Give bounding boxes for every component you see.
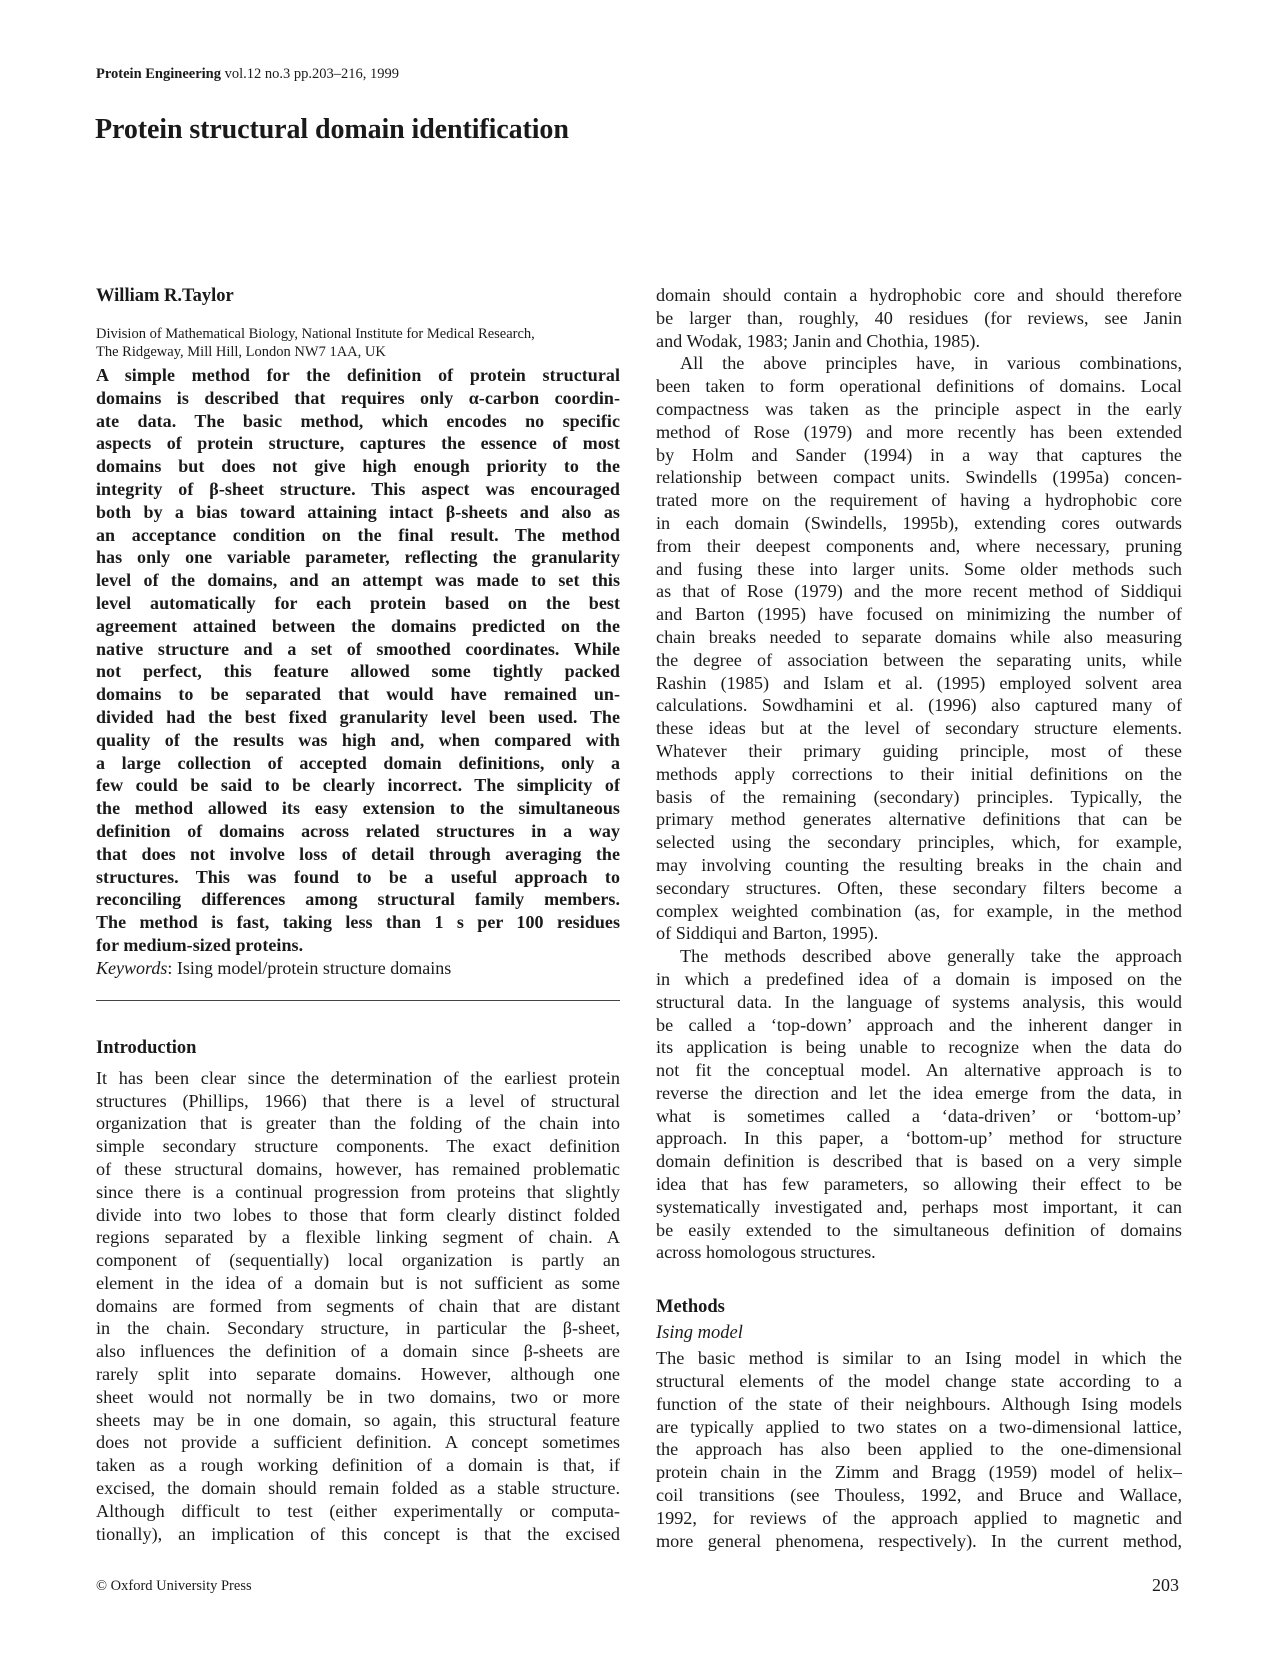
text-line: divided had the best fixed granularity level been used. The [96, 706, 620, 727]
text-line: be larger than, roughly, 40 residues (for reviews, see Janin [656, 307, 1182, 328]
text-line: are typically applied to two states on a two-dimensional lattice, [656, 1416, 1182, 1437]
text-line: of Siddiqui and Barton, 1995). [656, 923, 879, 944]
text-line: Rashin (1985) and Islam et al. (1995) employed solvent area [656, 672, 1182, 693]
text-line: the approach has also been applied to the one-dimensional [656, 1439, 1182, 1460]
text-line: and Barton (1995) have focused on minimizing the number of [656, 604, 1182, 625]
page-title: Protein structural domain identification [95, 114, 569, 145]
text-line: structural data. In the language of systems analysis, this would [656, 991, 1182, 1012]
text-line: be called a ‘top-down’ approach and the inherent danger in [656, 1014, 1182, 1035]
text-line: and Wodak, 1983; Janin and Chothia, 1985). [656, 330, 981, 351]
text-line: been taken to form operational definitions of domains. Local [656, 376, 1182, 397]
text-line: selected using the secondary principles, which, for example, [656, 832, 1182, 853]
text-line: quality of the results was high and, when compared with [96, 729, 620, 750]
text-line: secondary structures. Often, these secondary filters become a [656, 877, 1182, 898]
text-line: calculations. Sowdhamini et al. (1996) also captured many of [656, 695, 1182, 716]
text-line: Although difficult to test (either experimentally or computa- [96, 1500, 620, 1521]
text-line: by Holm and Sander (1994) in a way that captures the [656, 444, 1182, 465]
text-line: level automatically for each protein based on the best [96, 592, 620, 613]
text-line: be easily extended to the simultaneous definition of domains [656, 1219, 1182, 1240]
text-line: It has been clear since the determination of the earliest protein [96, 1067, 620, 1088]
text-line: primary method generates alternative definitions that can be [656, 809, 1182, 830]
text-line: that does not involve loss of detail through averaging the [96, 843, 620, 864]
text-line: as that of Rose (1979) and the more recent method of Siddiqui [656, 581, 1182, 602]
text-line: its application is being unable to recognize when the data do [656, 1037, 1182, 1058]
section-heading-introduction: Introduction [96, 1037, 197, 1058]
text-line: an acceptance condition on the final result. The method [96, 524, 620, 545]
text-line: ate data. The basic method, which encodes no specific [96, 410, 620, 431]
text-line: since there is a continual progression from proteins that slightly [96, 1181, 620, 1202]
text-line: in which a predefined idea of a domain is imposed on the [656, 968, 1182, 989]
text-line: structures (Phillips, 1966) that there is a level of structural [96, 1090, 620, 1111]
text-line: definition of domains across related structures in a way [96, 820, 620, 841]
text-line: what is sometimes called a ‘data-driven’ or ‘bottom-up’ [656, 1105, 1182, 1126]
left-column [96, 284, 620, 1545]
text-line: not fit the conceptual model. An alternative approach is to [656, 1060, 1182, 1081]
text-line: these ideas but at the level of secondary structure elements. [656, 718, 1182, 739]
affiliation-line: Division of Mathematical Biology, National Institute for Medical Research, [96, 326, 535, 342]
text-line: domains are formed from segments of chain that are distant [96, 1295, 620, 1316]
text-line: does not provide a sufficient definition. A concept sometimes [96, 1432, 620, 1453]
page-number: 203 [1152, 1575, 1179, 1595]
text-line: component of (sequentially) local organization is partly an [96, 1250, 620, 1271]
methods-body [656, 1347, 1182, 1552]
text-line: in the chain. Secondary structure, in particular the β-sheet, [96, 1318, 620, 1339]
text-line: native structure and a set of smoothed coordinates. While [96, 638, 620, 659]
text-line: domain should contain a hydrophobic core and should therefore [656, 285, 1182, 305]
text-line: the method allowed its easy extension to the simultaneous [96, 798, 620, 819]
text-line: from their deepest components and, where necessary, pruning [656, 535, 1182, 556]
text-line: basis of the remaining (secondary) principles. Typically, the [656, 786, 1182, 807]
text-line: both by a bias toward attaining intact β-sheets and also as [96, 501, 620, 522]
text-line: level of the domains, and an attempt was made to set this [96, 570, 620, 591]
text-line: sheet would not normally be in two domains, two or more [96, 1386, 620, 1407]
author-affiliation [96, 325, 620, 361]
text-line: chain breaks needed to separate domains while also measuring [656, 626, 1182, 647]
text-line: agreement attained between the domains predicted on the [96, 615, 620, 636]
right-column [656, 284, 1182, 1552]
text-line: rarely split into separate domains. However, although one [96, 1364, 620, 1385]
text-line: in each domain (Swindells, 1995b), extending cores outwards [656, 512, 1182, 533]
text-line: method of Rose (1979) and more recently has been extended [656, 421, 1182, 442]
text-line: has only one variable parameter, reflecting the granularity [96, 547, 620, 568]
publisher-footer: © Oxford University Press [96, 1578, 252, 1594]
text-line: divide into two lobes to those that form clearly distinct folded [96, 1204, 620, 1225]
text-line: regions separated by a flexible linking segment of chain. A [96, 1227, 620, 1248]
text-line: may involving counting the resulting breaks in the chain and [656, 854, 1182, 875]
text-line: structural elements of the model change state according to a [656, 1371, 1182, 1392]
introduction-body [96, 1067, 620, 1546]
author-name: William R.Taylor [96, 286, 234, 306]
text-line: idea that has few parameters, so allowing their effect to be [656, 1174, 1182, 1195]
text-line: function of the state of their neighbours. Although Ising models [656, 1393, 1182, 1414]
text-line: for medium-sized proteins. [96, 934, 304, 955]
text-line: the degree of association between the separating units, while [656, 649, 1182, 670]
text-line: The method is fast, taking less than 1 s per 100 residues [96, 912, 620, 933]
paragraph [656, 945, 1182, 1264]
text-line: domains is described that requires only α-carbon coordin- [96, 387, 620, 408]
text-line: tionally), an implication of this concept is that the excised [96, 1523, 620, 1544]
text-line: domain definition is described that is based on a very simple [656, 1151, 1182, 1172]
text-line: The methods described above generally take the approach [680, 946, 1182, 967]
text-line: also influences the definition of a domain since β-sheets are [96, 1341, 620, 1362]
journal-details: vol.12 no.3 pp.203–216, 1999 [224, 66, 400, 82]
affiliation-line: The Ridgeway, Mill Hill, London NW7 1AA, UK [96, 344, 386, 360]
text-line: 1992, for reviews of the approach applied to magnetic and [656, 1507, 1182, 1528]
abstract [96, 364, 620, 957]
keywords [96, 957, 620, 980]
section-heading-methods: Methods [656, 1297, 725, 1318]
text-line: The basic method is similar to an Ising model in which the [656, 1348, 1182, 1369]
text-line: Whatever their primary guiding principle, most of these [656, 740, 1182, 761]
text-line: integrity of β-sheet structure. This aspect was encouraged [96, 478, 620, 499]
text-line: reverse the direction and let the idea emerge from the data, in [656, 1082, 1182, 1103]
text-line: complex weighted combination (as, for example, in the method [656, 900, 1182, 921]
text-line: methods apply corrections to their initial definitions on the [656, 763, 1182, 784]
text-line: A simple method for the definition of protein structural [96, 365, 620, 385]
journal-name: Protein Engineering [96, 66, 221, 82]
text-line: of these structural domains, however, has remained problematic [96, 1158, 620, 1179]
text-line: domains to be separated that would have remained un- [96, 684, 620, 705]
text-line: systematically investigated and, perhaps most important, it can [656, 1196, 1182, 1217]
text-line: and fusing these into larger units. Some older methods such [656, 558, 1182, 579]
text-line: organization that is greater than the folding of the chain into [96, 1113, 620, 1134]
text-line: structures. This was found to be a useful approach to [96, 866, 620, 887]
text-line: a large collection of accepted domain definitions, only a [96, 752, 620, 773]
text-line: trated more on the requirement of having a hydrophobic core [656, 490, 1182, 511]
text-line: more general phenomena, respectively). In the current method, [656, 1530, 1182, 1551]
text-line: relationship between compact units. Swindells (1995a) concen- [656, 467, 1182, 488]
text-line: aspects of protein structure, captures the essence of most [96, 433, 620, 454]
paragraph [656, 352, 1182, 945]
text-line: coil transitions (see Thouless, 1992, and Bruce and Wallace, [656, 1485, 1182, 1506]
text-line: simple secondary structure components. The exact definition [96, 1136, 620, 1157]
section-divider [96, 1000, 620, 1001]
text-line: protein chain in the Zimm and Bragg (1959) model of helix– [656, 1462, 1182, 1483]
text-line: compactness was taken as the principle aspect in the early [656, 398, 1182, 419]
text-line: element in the idea of a domain but is not sufficient as some [96, 1272, 620, 1293]
text-line: approach. In this paper, a ‘bottom-up’ method for structure [656, 1128, 1182, 1149]
text-line: taken as a rough working definition of a domain is that, if [96, 1455, 620, 1476]
text-line: reconciling differences among structural family members. [96, 889, 620, 910]
text-line: domains but does not give high enough priority to the [96, 456, 620, 477]
text-line: sheets may be in one domain, so again, this structural feature [96, 1409, 620, 1430]
subsection-heading-ising-model: Ising model [656, 1323, 743, 1344]
text-line: across homologous structures. [656, 1242, 876, 1263]
text-line: few could be said to be clearly incorrect. The simplicity of [96, 775, 620, 796]
journal-citation-line [96, 66, 399, 83]
keywords-label: Keywords [96, 957, 168, 978]
text-line: excised, the domain should remain folded as a stable structure. [96, 1478, 620, 1499]
keywords-value: : Ising model/protein structure domains [167, 957, 452, 978]
text-line: not perfect, this feature allowed some tightly packed [96, 661, 620, 682]
text-line: All the above principles have, in various combinations, [680, 353, 1182, 374]
paragraph [656, 284, 1182, 352]
